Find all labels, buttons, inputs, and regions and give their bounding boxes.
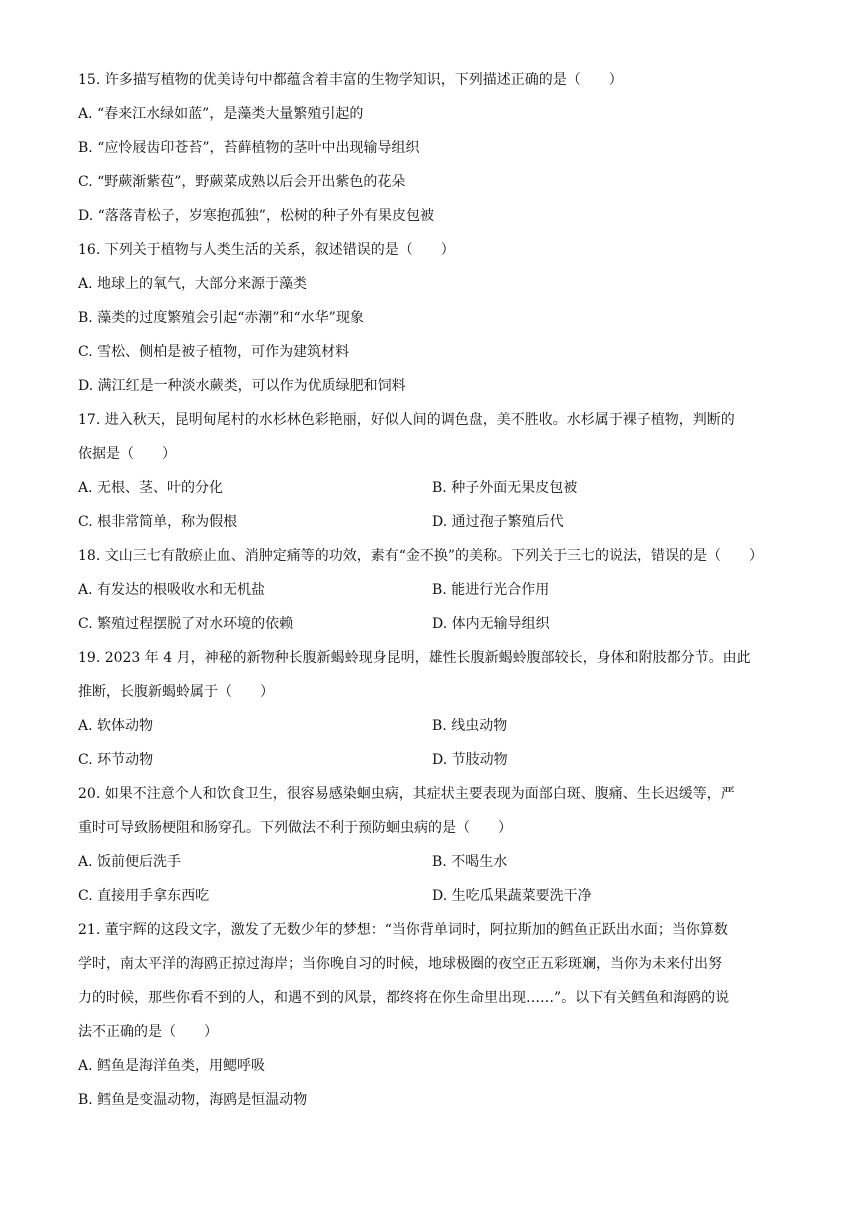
- question-stem: 16. 下列关于植物与人类生活的关系，叙述错误的是（ ）: [78, 242, 455, 258]
- option-c: C. 根非常简单，称为假根: [78, 514, 238, 530]
- question-stem-continued: 学时，南太平洋的海鸥正掠过海岸；当你晚自习的时候，地球极圈的夜空正五彩斑斓，当你为未来付出努: [78, 956, 722, 972]
- option-b: B. “应怜屐齿印苍苔”，苔藓植物的茎叶中出现输导组织: [78, 140, 420, 156]
- question-stem: 20. 如果不注意个人和饮食卫生，很容易感染蛔虫病，其症状主要表现为面部白斑、腹痛、生长迟缓等，严: [78, 786, 735, 802]
- exam-page: [78, 70, 786, 1124]
- question-stem: 17. 进入秋天，昆明甸尾村的水杉林色彩艳丽，好似人间的调色盘，美不胜收。水杉属于裸子植物，判断的: [78, 412, 735, 428]
- option-row: [78, 886, 786, 920]
- option-c: C. “野蕨渐紫苞”，野蕨菜成熟以后会开出紫色的花朵: [78, 174, 406, 190]
- question-stem-continued: 重时可导致肠梗阻和肠穿孔。下列做法不利于预防蛔虫病的是（ ）: [78, 820, 512, 836]
- option-row: [78, 852, 786, 886]
- option-d: D. 体内无输导组织: [432, 616, 550, 632]
- question-18: [78, 546, 786, 648]
- option-row: [78, 750, 786, 784]
- option-d: D. 通过孢子繁殖后代: [432, 514, 564, 530]
- option-row: [78, 614, 786, 648]
- question-stem: 18. 文山三七有散瘀止血、消肿定痛等的功效，素有“金不换”的美称。下列关于三七的说法，错误的是（ ）: [78, 548, 764, 564]
- option-c: C. 直接用手拿东西吃: [78, 888, 210, 904]
- question-17: [78, 410, 786, 546]
- option-b: B. 能进行光合作用: [432, 582, 550, 598]
- option-b: B. 种子外面无果皮包被: [432, 480, 578, 496]
- option-b: B. 线虫动物: [432, 718, 508, 734]
- option-row: [78, 716, 786, 750]
- question-stem: 21. 董宇辉的这段文字，激发了无数少年的梦想：“当你背单词时，阿拉斯加的鳕鱼正跃出水面；当你算数: [78, 922, 728, 938]
- option-d: D. 满江红是一种淡水蕨类，可以作为优质绿肥和饲料: [78, 378, 406, 394]
- option-a: A. 有发达的根吸收水和无机盐: [78, 582, 266, 598]
- option-a: A. 饭前便后洗手: [78, 854, 182, 870]
- option-b: B. 不喝生水: [432, 854, 508, 870]
- question-20: [78, 784, 786, 920]
- option-c: C. 雪松、侧柏是被子植物，可作为建筑材料: [78, 344, 350, 360]
- option-d: D. 节肢动物: [432, 752, 508, 768]
- option-a: A. 地球上的氧气，大部分来源于藻类: [78, 276, 308, 292]
- option-b: B. 藻类的过度繁殖会引起“赤潮”和“水华”现象: [78, 310, 364, 326]
- option-row: [78, 580, 786, 614]
- option-c: C. 环节动物: [78, 752, 154, 768]
- question-stem-continued: 依据是（ ）: [78, 446, 176, 462]
- question-15: [78, 70, 786, 240]
- question-stem-continued: 推断，长腹新蝎蛉属于（ ）: [78, 684, 274, 700]
- option-a: A. 软体动物: [78, 718, 154, 734]
- question-stem: 19. 2023 年 4 月，神秘的新物种长腹新蝎蛉现身昆明，雄性长腹新蝎蛉腹部较长，身体和附肢都分节。由此: [78, 650, 751, 666]
- option-a: A. 鳕鱼是海洋鱼类，用鳃呼吸: [78, 1058, 266, 1074]
- option-b: B. 鳕鱼是变温动物，海鸥是恒温动物: [78, 1092, 308, 1108]
- option-c: C. 繁殖过程摆脱了对水环境的依赖: [78, 616, 294, 632]
- question-stem-continued: 力的时候，那些你看不到的人，和遇不到的风景，都终将在你生命里出现……”。以下有关鳕鱼和海鸥的说: [78, 990, 730, 1006]
- question-21: [78, 920, 786, 1124]
- option-row: [78, 478, 786, 512]
- option-row: [78, 512, 786, 546]
- option-d: D. “落落青松子，岁寒抱孤独”，松树的种子外有果皮包被: [78, 208, 434, 224]
- option-d: D. 生吃瓜果蔬菜要洗干净: [432, 888, 592, 904]
- option-a: A. “春来江水绿如蓝”，是藻类大量繁殖引起的: [78, 106, 364, 122]
- option-a: A. 无根、茎、叶的分化: [78, 480, 224, 496]
- question-stem-continued: 法不正确的是（ ）: [78, 1024, 218, 1040]
- question-19: [78, 648, 786, 784]
- question-stem: 15. 许多描写植物的优美诗句中都蕴含着丰富的生物学知识，下列描述正确的是（ ）: [78, 72, 623, 88]
- question-16: [78, 240, 786, 410]
